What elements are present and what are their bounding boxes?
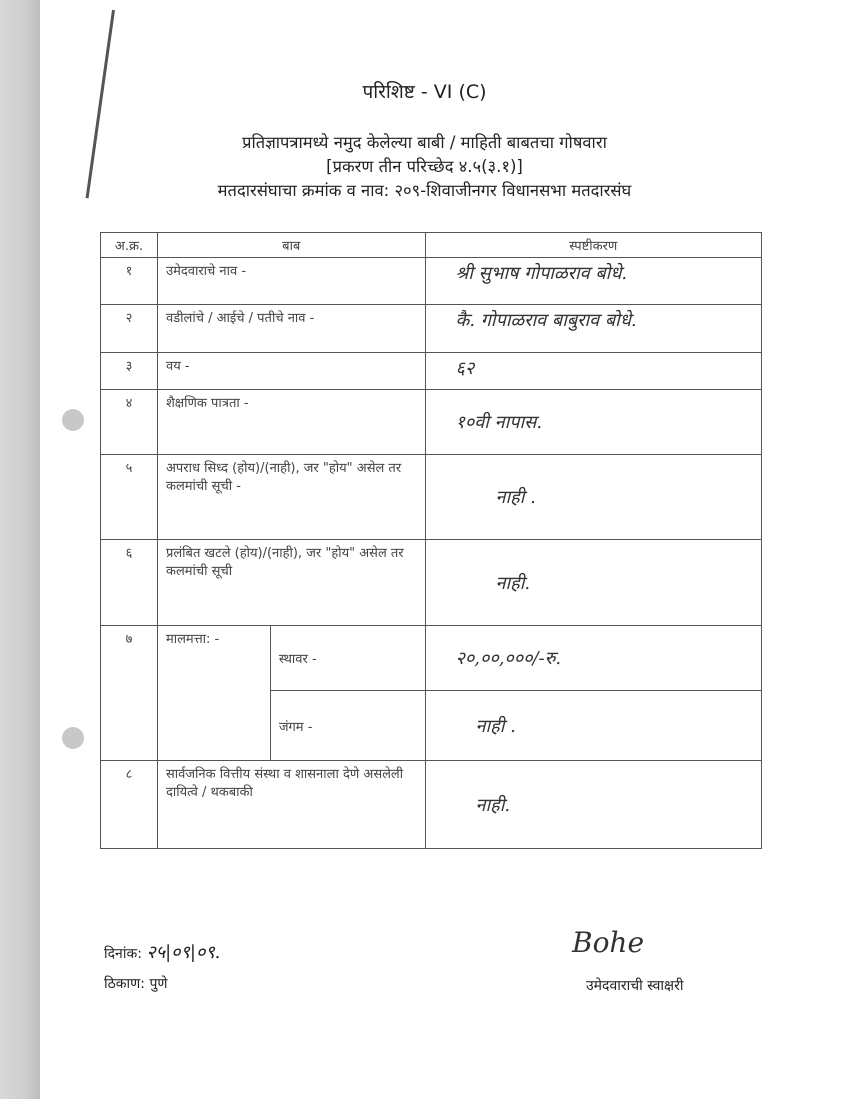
table-header-row [101,233,762,258]
row-number: १ [101,258,158,305]
punch-hole [62,409,84,431]
row-value: नाही . [425,691,761,761]
row-number: ६ [101,540,158,626]
table-row [101,455,762,540]
row-item: मालमत्ता: - [157,626,270,761]
table-row [101,258,762,305]
row-value: १०वी नापास. [425,390,761,455]
subtitle-line-3: मतदारसंघाचा क्रमांक व नाव: २०९-शिवाजीनगर विधानसभा मतदारसंघ [217,181,632,200]
row-value: नाही . [425,455,761,540]
row-value: ६२ [425,353,761,390]
row-item: वय - [157,353,425,390]
row-item: सार्वजनिक वित्तीय संस्था व शासनाला देणे असलेली दायित्वे / थकबाकी [157,761,425,849]
header-serial: अ.क्र. [101,233,158,258]
row-number: ३ [101,353,158,390]
header-explanation: स्पष्टीकरण [425,233,761,258]
table-row [101,390,762,455]
row-number: ५ [101,455,158,540]
sub-item-label: जंगम - [270,691,425,761]
place-label: ठिकाण: [104,976,145,992]
punch-hole [62,727,84,749]
row-value: कै. गोपाळराव बाबुराव बोधे. [425,305,761,353]
table-row [101,626,762,691]
row-item: अपराध सिध्द (होय)/(नाही), जर "होय" असेल तर कलमांची सूची - [157,455,425,540]
date-label: दिनांक: [104,946,142,962]
row-number: ७ [101,626,158,761]
sub-item-label: स्थावर - [270,626,425,691]
subtitle-line-1: प्रतिज्ञापत्रामध्ये नमुद केलेल्या बाबी / माहिती बाबतचा गोषवारा [242,133,607,152]
row-value: श्री सुभाष गोपाळराव बोधे. [425,258,761,305]
row-number: २ [101,305,158,353]
row-number: ८ [101,761,158,849]
table-row [101,353,762,390]
header-item: बाब [157,233,425,258]
table-row [101,761,762,849]
row-item: शैक्षणिक पात्रता - [157,390,425,455]
row-item: वडीलांचे / आईचे / पतीचे नाव - [157,305,425,353]
affidavit-summary-table [100,232,762,849]
row-item: प्रलंबित खटले (होय)/(नाही), जर "होय" असेल तर कलमांची सूची [157,540,425,626]
table-row [101,305,762,353]
row-value: २०,००,०००/-रु. [425,626,761,691]
date-value: २५|०९|०९. [146,942,221,963]
row-value: नाही. [425,540,761,626]
date-field [104,940,220,964]
place-field [104,974,168,993]
signature: Bohe [572,926,645,959]
subtitle-line-2: [प्रकरण तीन परिच्छेद ४.५(३.१)] [326,157,523,176]
row-item: उमेदवाराचे नाव - [157,258,425,305]
row-number: ४ [101,390,158,455]
document-title: परिशिष्ट - VI (C) [362,81,487,103]
signature-label: उमेदवाराची स्वाक्षरी [586,978,684,994]
place-value: पुणे [149,976,168,992]
row-value: नाही. [425,761,761,849]
table-row [101,540,762,626]
